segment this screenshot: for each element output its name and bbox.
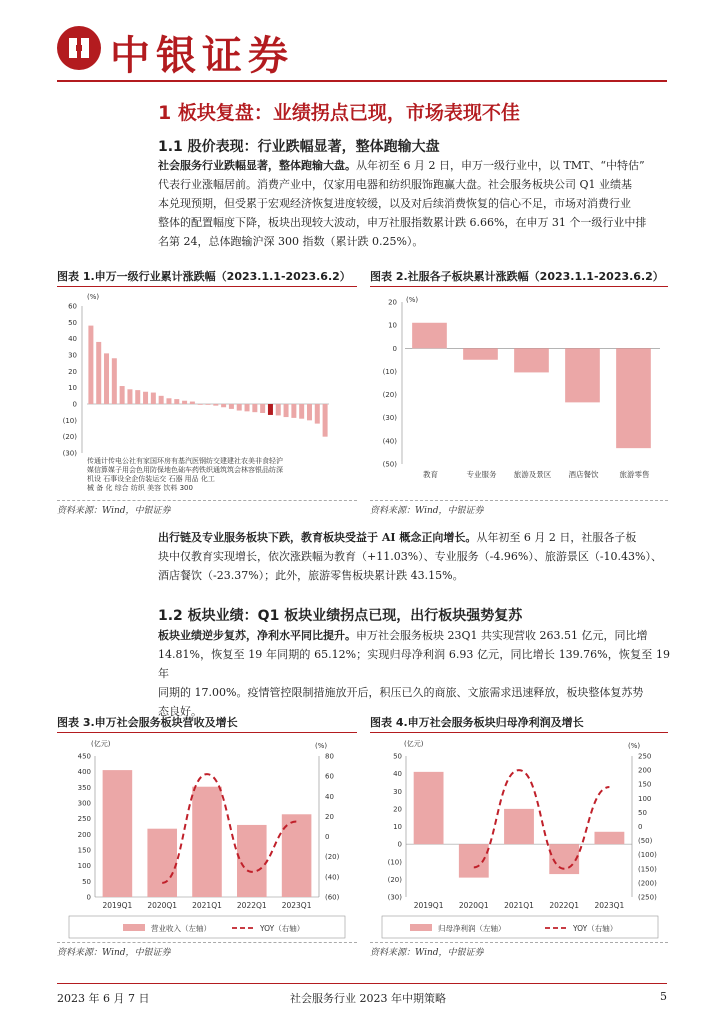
fig1-bar [291, 404, 296, 418]
fig4-left-tick: 50 [393, 752, 402, 761]
fig1-title-rule [57, 286, 357, 287]
fig4-right-tick: (200) [638, 879, 657, 888]
fig3-source: 资料来源：Wind，中银证券 [57, 948, 171, 958]
fig4-source: 资料来源：Wind，中银证券 [370, 948, 484, 958]
fig1-unit: (%) [87, 293, 100, 301]
fig2-title: 图表 2.社服各子板块累计涨跌幅（2023.1.1-2023.6.2） [370, 270, 664, 283]
fig4-right-tick: (50) [638, 837, 653, 846]
fig1-chart [57, 288, 357, 498]
fig1-bar [221, 404, 226, 407]
fig1-ytick: 40 [68, 335, 77, 344]
fig3-left-tick: 0 [86, 893, 91, 902]
fig4-left-tick: (10) [387, 858, 402, 867]
fig1-ytick: (20) [62, 433, 77, 442]
fig4-right-tick: (250) [638, 893, 657, 902]
fig4-right-tick: (150) [638, 865, 657, 874]
fig4-legend-bar-swatch [410, 924, 432, 931]
fig4-legend-bar-label: 归母净利润（左轴） [438, 924, 506, 933]
fig2-ytick: (50) [382, 460, 397, 469]
fig3-right-tick: (20) [325, 853, 340, 862]
fig1-bar [151, 393, 156, 404]
para2-line: 酒店餐饮（-23.37%）；此外，旅游零售板块累计跌 43.15%。 [158, 569, 464, 582]
paragraph-1 [158, 156, 670, 251]
fig1-bar [166, 398, 171, 404]
fig3-source-rule [57, 942, 357, 943]
para2-line: 块中仅教育实现增长，依次涨跌幅为教育（+11.03%）、专业服务（-4.96%）、旅游景区（-10.43%）、 [158, 550, 662, 563]
fig3-right-unit: (%) [315, 742, 328, 750]
fig3-bar [192, 787, 222, 897]
fig1-bar [198, 404, 203, 405]
fig3-left-tick: 400 [77, 768, 91, 777]
para1-lead: 社会服务行业跌幅显著，整体跑输大盘。 [158, 159, 356, 172]
fig3-right-tick: (40) [325, 873, 340, 882]
fig4-bar [414, 772, 444, 844]
para3-line: 态良好。 [158, 705, 202, 718]
fig4-xtick: 2020Q1 [458, 901, 489, 910]
fig3-right-tick: 80 [325, 752, 334, 761]
fig3-legend-line-label: YOY（右轴） [260, 924, 305, 933]
fig2-ytick: (20) [382, 391, 397, 400]
fig3-bar [237, 825, 267, 897]
fig2-ytick: 10 [388, 321, 397, 330]
fig3-left-tick: 250 [77, 815, 91, 824]
fig3-right-tick: 20 [325, 812, 334, 821]
fig3-left-tick: 200 [77, 830, 91, 839]
fig2-bar [514, 348, 549, 372]
fig4-xtick: 2022Q1 [549, 901, 580, 910]
fig4-bar [504, 809, 534, 844]
fig4-left-unit: (亿元) [404, 740, 424, 748]
fig3-title: 图表 3.申万社会服务板块营收及增长 [57, 716, 238, 729]
fig3-left-tick: 150 [77, 846, 91, 855]
fig3-right-tick: (60) [325, 893, 340, 902]
fig4-xtick: 2019Q1 [413, 901, 444, 910]
footer-divider [57, 983, 667, 984]
fig3-left-tick: 350 [77, 783, 91, 792]
fig3-left-tick: 450 [77, 752, 91, 761]
fig3-right-tick: 0 [325, 833, 330, 842]
fig1-bar [268, 404, 273, 415]
fig1-bar [174, 399, 179, 404]
para3-lead: 板块业绩逆步复苏，净利水平同比提升。 [158, 629, 356, 642]
fig1-source: 资料来源：Wind，中银证券 [57, 506, 171, 516]
fig4-title: 图表 4.申万社会服务板块归母净利润及增长 [370, 716, 584, 729]
fig2-bar [463, 348, 498, 359]
fig2-source: 资料来源：Wind，中银证券 [370, 506, 484, 516]
section-title: 1 板块复盘：业绩拐点已现，市场表现不佳 [158, 102, 520, 124]
fig4-bar [594, 832, 624, 844]
fig3-right-tick: 60 [325, 772, 334, 781]
fig3-xtick: 2021Q1 [192, 901, 222, 910]
fig1-bar [260, 404, 265, 413]
para3-line: 14.81%，恢复至 19 年同期的 65.12%；实现归母净利润 6.93 亿元，同比增长 139.76%，恢复至 19 年 [158, 648, 670, 680]
paragraph-2 [158, 528, 670, 585]
fig4-xtick: 2021Q1 [504, 901, 534, 910]
para1-line: 整体的配置幅度下降，板块出现较大波动，申万社服指数累计跌 6.66%，在申万 31 个一级行业中排 [158, 216, 647, 229]
para1-line: 本兑现预期，但受累于宏观经济恢复进度较缓，以及对后续消费恢复的信心不足，市场对消费行业 [158, 197, 631, 210]
fig4-left-tick: 20 [393, 805, 402, 814]
fig2-xtick: 酒店餐饮 [568, 470, 599, 479]
fig1-ytick: 50 [68, 318, 77, 327]
fig2-ytick: 20 [388, 298, 397, 307]
fig1-xlabels-3: 机设 石事设全企仿装运交 石器 用品 化工 [87, 475, 215, 483]
fig2-bar [412, 323, 447, 349]
fig4-left-tick: 30 [393, 787, 402, 796]
para1-line: 从年初至 6 月 2 日，申万一级行业中，以 TMT、“中特估” [356, 159, 645, 172]
fig4-right-tick: 50 [638, 808, 647, 817]
fig1-bar [182, 401, 187, 404]
fig1-bar [237, 404, 242, 411]
footer-title: 社会服务行业 2023 年中期策略 [290, 992, 446, 1005]
fig1-bar [323, 404, 328, 437]
fig1-bar [245, 404, 250, 411]
fig1-ytick: 30 [68, 351, 77, 360]
fig4-right-tick: 100 [638, 794, 652, 803]
fig1-bar [284, 404, 289, 417]
para2-line: 从年初至 6 月 2 日，社服各子板 [476, 531, 637, 544]
fig1-bar [120, 386, 125, 404]
fig1-bar [315, 404, 320, 424]
fig3-left-tick: 100 [77, 862, 91, 871]
para2-lead: 出行链及专业服务板块下跌，教育板块受益于 AI 概念正向增长。 [158, 531, 477, 544]
fig1-bar [206, 404, 211, 405]
fig1-bar [213, 404, 218, 406]
fig1-bar [104, 353, 109, 404]
fig3-chart [57, 734, 357, 940]
fig4-chart [370, 734, 668, 940]
brand-name: 中银证券 [110, 33, 294, 79]
fig2-xtick: 旅游零售 [619, 470, 650, 479]
fig2-chart [370, 288, 668, 498]
fig4-right-unit: (%) [628, 742, 641, 750]
fig1-bar [190, 402, 195, 404]
fig1-source-rule [57, 500, 357, 501]
fig1-xlabels-2: 媒信算媒子用会色用防保地色础车药铁织通筑筑会林容银品纺深 [87, 466, 283, 474]
fig3-legend-bar-swatch [123, 924, 145, 931]
fig4-yoy-line [474, 770, 610, 869]
fig4-legend-line-label: YOY（右轴） [573, 924, 618, 933]
fig3-left-tick: 300 [77, 799, 91, 808]
fig3-xtick: 2022Q1 [236, 901, 267, 910]
fig4-right-tick: 150 [638, 780, 652, 789]
fig3-xtick: 2020Q1 [147, 901, 178, 910]
fig4-left-tick: 40 [393, 770, 402, 779]
fig4-source-rule [370, 942, 668, 943]
fig1-bar [276, 404, 281, 415]
fig3-right-tick: 40 [325, 792, 334, 801]
fig4-left-tick: (20) [387, 875, 402, 884]
fig1-xlabels-4: 械 备 化 综合 纺织 美容 饮料 300 [87, 484, 193, 492]
fig3-xtick: 2019Q1 [102, 901, 133, 910]
fig1-bar [96, 342, 101, 404]
fig1-bar [112, 358, 117, 404]
fig4-right-tick: 200 [638, 766, 652, 775]
fig2-ytick: 0 [392, 344, 397, 353]
fig1-bar [299, 404, 304, 419]
fig1-xlabels-1: 传通计传电公社有家国环房有基汽医钢纺交建建社农美非食轻沪 [87, 457, 283, 465]
fig4-left-tick: (30) [387, 893, 402, 902]
fig3-left-tick: 50 [82, 877, 91, 886]
fig1-bar [127, 389, 132, 404]
fig4-left-tick: 0 [397, 840, 402, 849]
bank-logo [57, 26, 101, 70]
fig3-bar [103, 770, 133, 897]
fig1-ytick: 60 [68, 302, 77, 311]
fig1-bar [307, 404, 312, 420]
fig3-legend-bar-label: 营业收入（左轴） [151, 924, 211, 933]
fig1-bar [159, 396, 164, 404]
fig2-source-rule [370, 500, 668, 501]
fig4-left-tick: 10 [393, 823, 402, 831]
fig2-bar [616, 348, 651, 448]
fig1-ytick: 0 [72, 400, 77, 409]
fig1-ytick: 20 [68, 367, 77, 376]
fig1-bar [88, 326, 93, 404]
subsection-title-1-1: 1.1 股价表现：行业跌幅显著，整体跑输大盘 [158, 139, 440, 155]
para3-line: 申万社会服务板块 23Q1 共实现营收 263.51 亿元，同比增 [356, 629, 648, 642]
fig1-ytick: 10 [68, 384, 77, 393]
fig2-ytick: (40) [382, 437, 397, 446]
para1-line: 代表行业涨幅居前。消费产业中，仅家用电器和纺织服饰跑赢大盘。社会服务板块公司 Q1 业绩基 [158, 178, 633, 191]
fig2-unit: (%) [406, 296, 419, 304]
footer-date: 2023 年 6 月 7 日 [57, 992, 150, 1005]
fig3-left-unit: (亿元) [91, 740, 111, 748]
fig1-bar [135, 390, 140, 404]
fig4-right-tick: (100) [638, 851, 657, 860]
fig1-ytick: (30) [62, 449, 77, 458]
subsection-title-1-2: 1.2 板块业绩：Q1 板块业绩拐点已现，出行板块强势复苏 [158, 608, 523, 624]
fig1-ytick: (10) [62, 416, 77, 425]
fig2-ytick: (10) [382, 367, 397, 376]
fig3-title-rule [57, 732, 357, 733]
fig2-bar [565, 348, 600, 402]
fig1-bar [143, 392, 148, 404]
fig2-title-rule [370, 286, 668, 287]
para3-line: 同期的 17.00%。疫情管控限制措施放开后，积压已久的商旅、文旅需求迅速释放，板块整体复苏势 [158, 686, 644, 699]
fig3-xtick: 2023Q1 [281, 901, 312, 910]
fig2-xtick: 教育 [423, 470, 438, 479]
fig1-title: 图表 1.申万一级行业累计涨跌幅（2023.1.1-2023.6.2） [57, 270, 351, 283]
fig2-ytick: (30) [382, 414, 397, 423]
fig2-xtick: 专业服务 [466, 470, 497, 479]
fig2-xtick: 旅游及景区 [513, 470, 552, 479]
fig3-bar [147, 829, 177, 897]
fig4-xtick: 2023Q1 [594, 901, 625, 910]
paragraph-3 [158, 626, 670, 721]
fig3-yoy-line [162, 774, 296, 883]
fig4-bar [459, 844, 489, 877]
page-number: 5 [660, 990, 667, 1003]
header-divider [57, 80, 667, 82]
fig4-title-rule [370, 732, 668, 733]
fig1-bar [229, 404, 234, 409]
fig4-right-tick: 250 [638, 752, 652, 761]
fig1-bar [252, 404, 257, 412]
fig4-right-tick: 0 [638, 823, 643, 831]
para1-line: 名第 24，总体跑输沪深 300 指数（累计跌 0.25%）。 [158, 235, 424, 248]
